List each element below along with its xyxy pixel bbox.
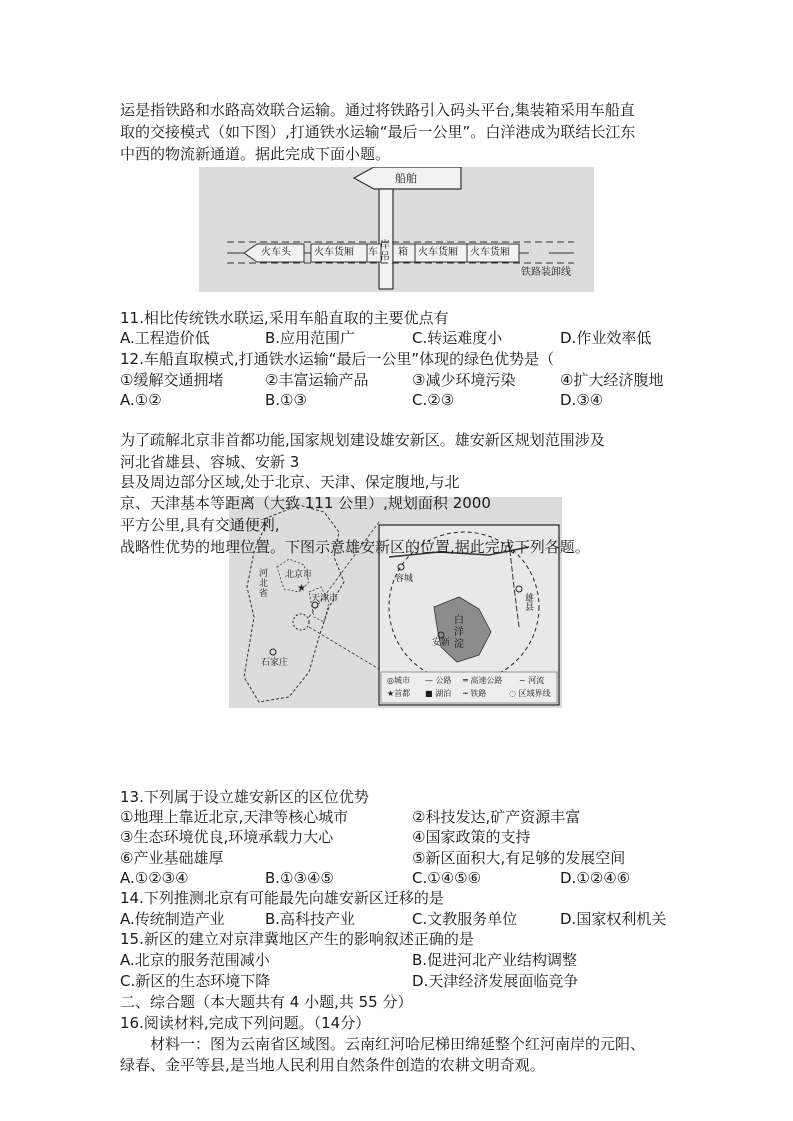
shijiazhuang-label: 石家庄: [261, 658, 289, 668]
legend-lake-icon: ■: [425, 689, 436, 698]
beijing-label: 北京市: [285, 570, 313, 580]
intro-line-3: 中西的物流新通道。据此完成下面小题。: [120, 145, 391, 163]
xiongan-line-1: 为了疏解北京非首都功能,国家规划建设雄安新区。雄安新区规划范围涉及: [120, 431, 605, 449]
q15-option-b: B.促进河北产业结构调整: [412, 951, 578, 969]
legend-city-label: 城市: [393, 676, 410, 685]
freight-car-label-3: 火车货厢: [470, 247, 510, 258]
legend-road: [425, 677, 452, 685]
q15-option-d: D.天津经济发展面临竞争: [412, 972, 579, 990]
xiongan-line-2: 河北省雄县、容城、安新 3: [120, 453, 300, 471]
q16-material-line-2: 绿春、金平等县,是当地人民利用自然条件创造的农耕文明奇观。: [120, 1056, 545, 1074]
legend-road-label: 公路: [435, 676, 452, 685]
q13-option-a: A.①②③④: [120, 869, 189, 887]
track-label: 铁路装卸线: [521, 267, 571, 278]
q12-item-4: ④扩大经济腹地: [560, 371, 664, 389]
q13-item-4: ④国家政策的支持: [412, 828, 531, 846]
q14-option-b: B.高科技产业: [265, 910, 356, 928]
q13-stem: 13.下列属于设立雄安新区的区位优势: [120, 788, 369, 806]
q15-option-c: C.新区的生态环境下降: [120, 972, 271, 990]
q13-item-5: ⑤新区面积大,有足够的发展空间: [412, 849, 626, 867]
legend-highway-icon: ═: [463, 676, 471, 685]
part-two-heading: 二、综合题（本大题共有 4 小题,共 55 分）: [120, 993, 413, 1011]
legend-lake: [425, 690, 451, 698]
xiongan-line-6: 战略性优势的地理位置。下图示意雄安新区的位置,据此完成下列各题。: [120, 538, 590, 556]
legend-boundary-label: 区域界线: [518, 689, 551, 698]
q13-option-d: D.①②④⑥: [560, 869, 631, 887]
intro-line-2: 取的交接模式（如下图）,打通铁水运输“最后一公里”。白洋港成为联结长江东: [120, 123, 636, 141]
ship-label: 船舶: [395, 172, 417, 185]
q12-stem: 12.车船直取模式,打通铁水运输“最后一公里”体现的绿色优势是（: [120, 350, 555, 368]
q14-option-d: D.国家权利机关: [560, 910, 667, 928]
q12-option-c: C.②③: [412, 391, 455, 409]
xiongan-line-4: 京、天津基本等距离（大致 111 公里）,规划面积 2000: [120, 494, 491, 512]
intro-line-1: 运是指铁路和水路高效联合运输。通过将铁路引入码头平台,集装箱采用车船直: [120, 101, 635, 119]
q16-stem: 16.阅读材料,完成下列问题。（14分）: [120, 1014, 371, 1032]
q13-item-2: ②科技发达,矿产资源丰富: [412, 808, 581, 826]
q12-item-1: ①缓解交通拥堵: [120, 371, 224, 389]
q12-item-3: ③减少环境污染: [412, 371, 516, 389]
legend-capital: [387, 690, 410, 698]
q12-option-d: D.③④: [560, 391, 604, 409]
freight-car-label-1: 火车货厢: [314, 247, 354, 258]
rail-ship-diagram: [199, 167, 594, 292]
freight-car-label-2: 火车货厢: [418, 247, 458, 258]
q13-item-6: ⑥产业基础雄厚: [120, 849, 224, 867]
legend-lake-label: 湖泊: [435, 689, 452, 698]
legend-boundary: [509, 690, 551, 698]
legend-capital-label: 首都: [394, 689, 411, 698]
xiongan-line-5: 平方公里,具有交通便利,: [120, 516, 280, 534]
car-char-label: 车: [368, 247, 378, 258]
container-char-label: 箱: [398, 247, 408, 258]
q11-option-c: C.转运难度小: [412, 329, 503, 347]
q12-option-b: B.①③: [265, 391, 307, 409]
legend-rail: [463, 690, 486, 698]
rongcheng-label: 容城: [395, 574, 414, 584]
legend-road-icon: —: [425, 676, 436, 685]
legend-rail-label: 铁路: [470, 689, 487, 698]
legend-city-icon: ◎: [387, 676, 394, 685]
xiongxian-label: 雄县: [525, 594, 535, 613]
legend-river-label: 河流: [528, 676, 545, 685]
q14-option-a: A.传统制造产业: [120, 910, 225, 928]
q11-stem: 11.相比传统铁水联运,采用车船直取的主要优点有: [120, 309, 449, 327]
q13-item-1: ①地理上靠近北京,天津等核心城市: [120, 808, 349, 826]
q15-option-a: A.北京的服务范围减小: [120, 951, 270, 969]
legend-river-icon: ~: [519, 676, 529, 685]
q14-option-c: C.文教服务单位: [412, 910, 518, 928]
legend-highway: [463, 677, 502, 685]
xiongan-line-3: 县及周边部分区域,处于北京、天津、保定腹地,与北: [120, 473, 460, 491]
hebei-label: 河北省: [259, 569, 269, 599]
tianjin-label: 天津市: [311, 594, 339, 604]
anxin-label: 安新: [432, 638, 451, 648]
crane-label: 岸吊: [380, 240, 390, 263]
baiyangdian-label: 白洋淀: [454, 615, 464, 650]
q16-material-line-1: 材料一：图为云南省区域图。云南红河哈尼梯田绵延整个红河南岸的元阳、: [150, 1035, 646, 1053]
q13-item-3: ③生态环境优良,环境承载力大心: [120, 828, 334, 846]
locomotive-label: 火车头: [261, 247, 291, 258]
q11-option-b: B.应用范围广: [265, 329, 356, 347]
q13-option-c: C.①④⑤⑥: [412, 869, 482, 887]
xiongan-small-circle: [293, 614, 309, 630]
shijiazhuang-city-icon: [270, 649, 276, 655]
legend-capital-icon: ★: [387, 689, 395, 698]
legend-rail-icon: ┅: [463, 689, 471, 698]
legend-river: [519, 677, 544, 685]
legend-boundary-icon: ◌: [509, 689, 519, 698]
legend-city: [387, 677, 410, 685]
q14-stem: 14.下列推测北京有可能最先向雄安新区迁移的是: [120, 889, 444, 907]
q13-option-b: B.①③④⑤: [265, 869, 334, 887]
q11-option-d: D.作业效率低: [560, 329, 652, 347]
q15-stem: 15.新区的建立对京津冀地区产生的影响叙述正确的是: [120, 930, 474, 948]
crane-post: [379, 189, 393, 289]
q11-option-a: A.工程造价低: [120, 329, 210, 347]
beijing-star-icon: ★: [297, 583, 306, 594]
q12-option-a: A.①②: [120, 391, 162, 409]
legend-highway-label: 高速公路: [470, 676, 503, 685]
q12-item-2: ②丰富运输产品: [265, 371, 369, 389]
